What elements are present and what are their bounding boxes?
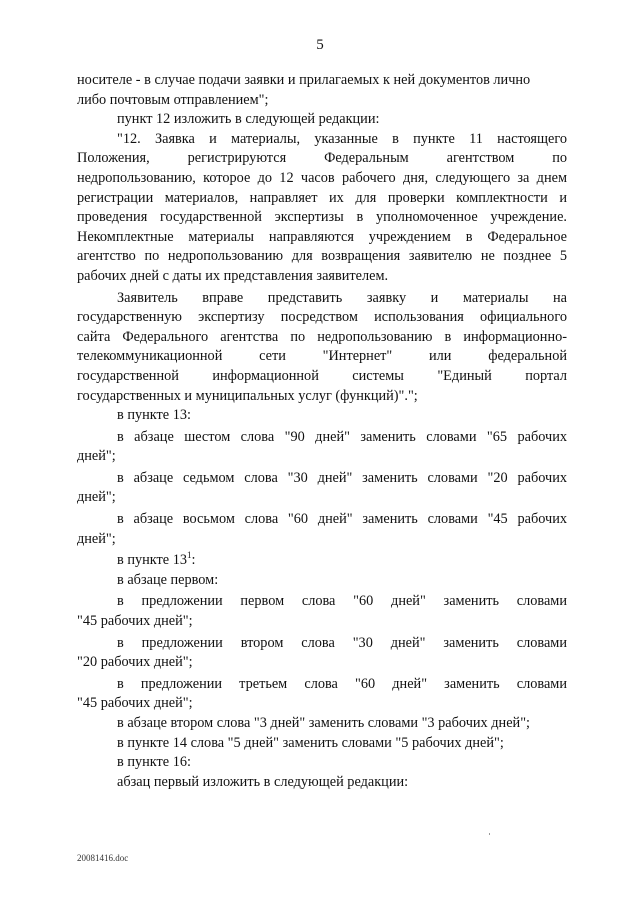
text-line: либо почтовым отправлением"; [77,91,269,108]
text-line: Заявитель вправе представить заявку и материалы на [117,289,567,306]
text-line: в абзаце шестом слова "90 дней" заменить словами "65 рабочих [117,428,567,445]
text-line-tail: : [191,552,196,569]
text-line: "45 рабочих дней"; [77,695,193,712]
text-line: в абзаце втором слова "3 дней" заменить словами "3 рабочих дней"; [117,715,530,731]
text-line: в предложении первом слова "60 дней" заменить словами [117,593,567,610]
text-line: в предложении втором слова "30 дней" заменить словами [117,634,567,651]
text-line: "12. Заявка и материалы, указанные в пункте 11 настоящего [117,130,567,147]
text-line: в пункте 14 слова "5 дней" заменить словами "5 рабочих дней"; [117,734,504,751]
text-line: рабочих дней с даты их представления заявителем. [77,267,389,284]
text-line: "20 рабочих дней"; [77,654,193,671]
text-line: телекоммуникационной сети "Интернет" или федеральной [77,348,567,365]
text-line: в пункте 16: [117,754,191,771]
text-line: Некомплектные материалы направляются учреждением в Федеральное [77,228,567,245]
text-line-main: в пункте 13 [117,552,187,569]
text-line: дней"; [77,489,116,506]
scan-speck [489,833,490,835]
text-line: сайта Федерального агентства по недропользованию в информационно- [77,328,567,345]
text-line: в предложении третьем слова "60 дней" заменить словами [117,675,567,692]
text-line: носителе - в случае подачи заявки и прилагаемых к ней документов лично [77,72,531,88]
text-line: дней"; [77,448,116,465]
file-name-footer: 20081416.doc [77,853,129,863]
text-line: агентство по недропользованию для возвращения заявителю не позднее 5 [77,248,567,265]
document-body [77,71,567,792]
text-line: пункт 12 изложить в следующей редакции: [117,111,380,128]
text-line: Положения, регистрируются Федеральным агентством по [77,150,567,167]
text-line: регистрации материалов, направляет их для проверки комплектности и [77,189,567,206]
page-number: 5 [316,37,324,53]
text-line: государственной информационной системы "Единый портал [77,367,567,384]
text-line: в абзаце восьмом слова "60 дней" заменить словами "45 рабочих [117,511,567,528]
text-line: абзац первый изложить в следующей редакции: [117,773,409,790]
superscript-number: 1 [187,550,192,561]
text-line [77,551,567,571]
text-line: в абзаце седьмом слова "30 дней" заменить словами "20 рабочих [117,469,567,486]
text-line: "45 рабочих дней"; [77,613,193,630]
text-line: дней"; [77,530,116,547]
text-line: государственную экспертизу посредством использования официального [77,309,567,326]
text-line: недропользованию, которое до 12 часов рабочего дня, следующего за днем [77,169,567,186]
text-line: государственных и муниципальных услуг (функций)"."; [77,387,418,404]
text-line: в пункте 13: [117,407,191,424]
text-line: проведения государственной экспертизы в уполномоченное учреждение. [77,209,567,226]
text-line: в абзаце первом: [117,571,219,588]
